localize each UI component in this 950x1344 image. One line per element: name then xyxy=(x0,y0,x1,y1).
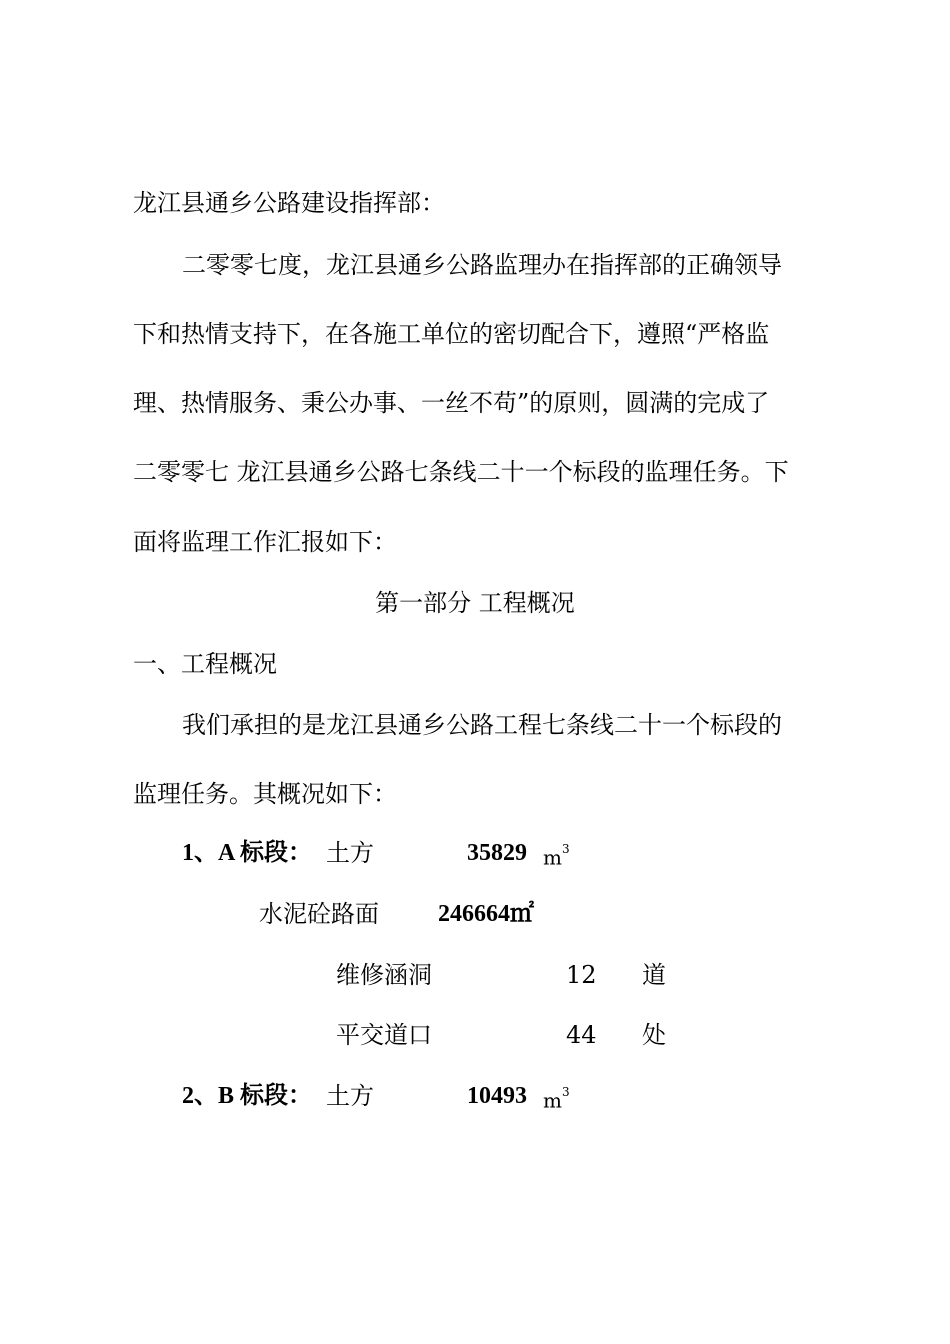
section-b-earth-unit: $m^3$ xyxy=(543,1085,570,1113)
section-a-earth-unit: $m^3$ xyxy=(543,842,570,870)
section-b-earth-label: 土方 xyxy=(326,1082,374,1110)
section-a-crossing-value: 44 xyxy=(566,1021,597,1049)
paragraph1-line1: 二零零七度，龙江县通乡公路监理办在指挥部的正确领导 xyxy=(182,251,782,279)
section-a-culvert-value: 12 xyxy=(566,961,597,989)
paragraph2-line2: 监理任务。其概况如下： xyxy=(133,780,397,808)
part-heading: 第一部分 工程概况 xyxy=(375,589,575,617)
section-a-earth-value: 35829 xyxy=(467,840,527,866)
section-a-crossing-unit: 处 xyxy=(642,1021,666,1049)
section-a-culvert-label: 维修涵洞 xyxy=(336,961,432,989)
paragraph1-line4: 二零零七 龙江县通乡公路七条线二十一个标段的监理任务。下 xyxy=(133,458,789,486)
section-a-pavement-label: 水泥砼路面 xyxy=(259,900,379,928)
paragraph1-line2: 下和热情支持下，在各施工单位的密切配合下，遵照“严格监 xyxy=(133,320,770,348)
section-a-earth-label: 土方 xyxy=(326,839,374,867)
section-b-label: 2、B 标段： xyxy=(182,1083,313,1109)
paragraph2-line1: 我们承担的是龙江县通乡公路工程七条线二十一个标段的 xyxy=(182,711,782,739)
section-a-label: 1、A 标段： xyxy=(182,840,313,866)
section-a-crossing-label: 平交道口 xyxy=(336,1021,432,1049)
section-heading: 一、工程概况 xyxy=(133,650,277,678)
section-b-earth-value: 10493 xyxy=(467,1083,527,1109)
section-a-culvert-unit: 道 xyxy=(642,961,666,989)
salutation: 龙江县通乡公路建设指挥部： xyxy=(133,189,445,217)
section-a-pavement-value: 246664㎡ xyxy=(438,901,534,927)
paragraph1-line3: 理、热情服务、秉公办事、一丝不苟”的原则，圆满的完成了 xyxy=(133,389,770,417)
paragraph1-line5: 面将监理工作汇报如下： xyxy=(133,528,397,556)
